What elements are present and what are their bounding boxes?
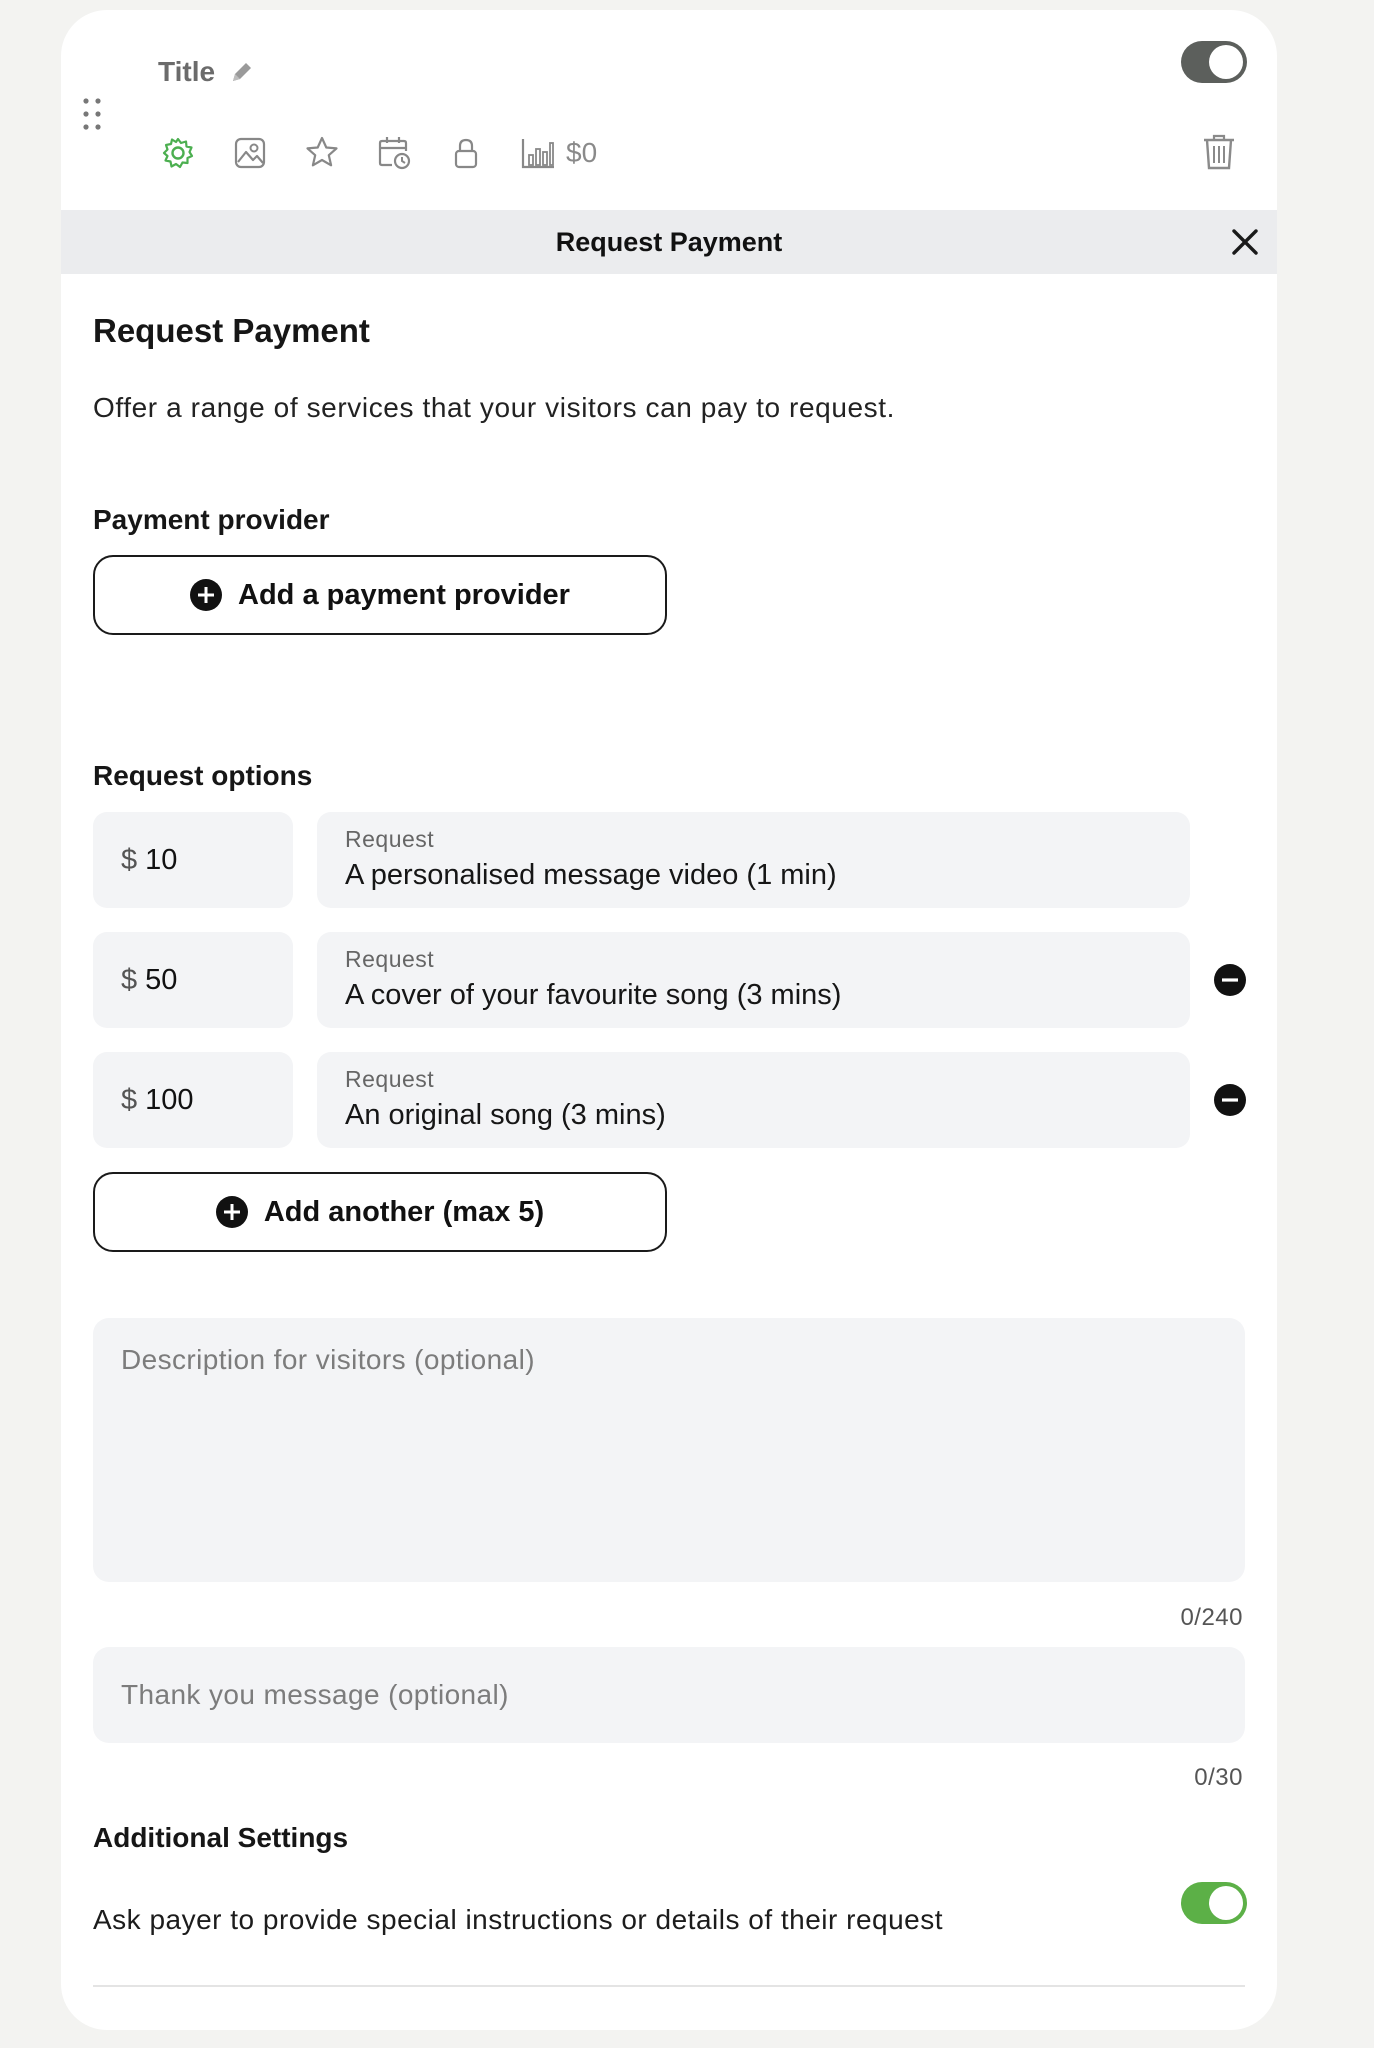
stats-value: $0 xyxy=(566,137,598,168)
close-icon[interactable] xyxy=(1227,224,1263,260)
panel-heading: Request Payment xyxy=(93,312,370,349)
price-input[interactable] xyxy=(93,932,293,1028)
special-instructions-toggle[interactable] xyxy=(1181,1882,1247,1924)
drag-handle-icon[interactable] xyxy=(81,96,103,132)
remove-option-icon[interactable] xyxy=(1214,964,1246,996)
request-value: A personalised message video (1 min) xyxy=(345,859,837,891)
description-textarea[interactable]: Description for visitors (optional) xyxy=(93,1318,1245,1582)
toggle-knob xyxy=(1209,45,1243,79)
description-counter: 0/240 xyxy=(1180,1604,1243,1631)
plus-circle-icon xyxy=(216,1196,248,1228)
request-input[interactable] xyxy=(317,1052,1190,1148)
payment-provider-label: Payment provider xyxy=(93,504,330,535)
plus-circle-icon xyxy=(190,579,222,611)
panel-description: Offer a range of services that your visitors can pay to request. xyxy=(93,392,896,423)
price-value: 50 xyxy=(145,963,178,996)
block-title[interactable]: Title xyxy=(158,56,216,87)
panel-bar-title: Request Payment xyxy=(555,226,783,257)
stats-icon[interactable] xyxy=(518,133,558,173)
divider xyxy=(93,1985,1245,1987)
add-another-label: Add another (max 5) xyxy=(263,1195,545,1228)
add-payment-provider-button[interactable] xyxy=(93,555,667,635)
toggle-knob xyxy=(1209,1886,1243,1920)
pencil-icon[interactable] xyxy=(229,59,255,85)
image-icon[interactable] xyxy=(230,133,270,173)
schedule-icon[interactable] xyxy=(374,133,414,173)
request-field-label: Request xyxy=(345,1066,435,1092)
request-input[interactable] xyxy=(317,932,1190,1028)
trash-icon[interactable] xyxy=(1199,132,1239,172)
lock-icon[interactable] xyxy=(446,133,486,173)
price-input[interactable] xyxy=(93,812,293,908)
star-icon[interactable] xyxy=(302,133,342,173)
price-value: 10 xyxy=(145,843,178,876)
request-options-label: Request options xyxy=(93,760,313,791)
block-toolbar xyxy=(158,128,597,178)
request-option-row xyxy=(93,1052,1245,1148)
request-field-label: Request xyxy=(345,946,435,972)
settings-icon[interactable] xyxy=(158,133,198,173)
price-value: 100 xyxy=(145,1083,194,1116)
visibility-toggle[interactable] xyxy=(1181,41,1247,83)
price-input[interactable] xyxy=(93,1052,293,1148)
request-value: A cover of your favourite song (3 mins) xyxy=(345,979,842,1011)
add-another-button[interactable] xyxy=(93,1172,667,1252)
remove-option-icon[interactable] xyxy=(1214,1084,1246,1116)
request-option-row xyxy=(93,932,1245,1028)
request-field-label: Request xyxy=(345,826,435,852)
panel-header-bar xyxy=(61,210,1277,274)
add-payment-provider-label: Add a payment provider xyxy=(238,578,570,611)
request-input[interactable] xyxy=(317,812,1190,908)
additional-settings-label: Additional Settings xyxy=(93,1822,349,1853)
currency-symbol: $ xyxy=(121,843,138,876)
block-title-row[interactable] xyxy=(158,48,255,96)
currency-symbol: $ xyxy=(121,963,138,996)
request-option-row xyxy=(93,812,1245,908)
currency-symbol: $ xyxy=(121,1083,138,1116)
thankyou-counter: 0/30 xyxy=(1194,1764,1243,1791)
special-instructions-text: Ask payer to provide special instructions or details of their request xyxy=(93,1904,944,1935)
block-card xyxy=(61,10,1277,2030)
thankyou-input[interactable]: Thank you message (optional) xyxy=(93,1647,1245,1743)
request-value: An original song (3 mins) xyxy=(345,1099,666,1131)
